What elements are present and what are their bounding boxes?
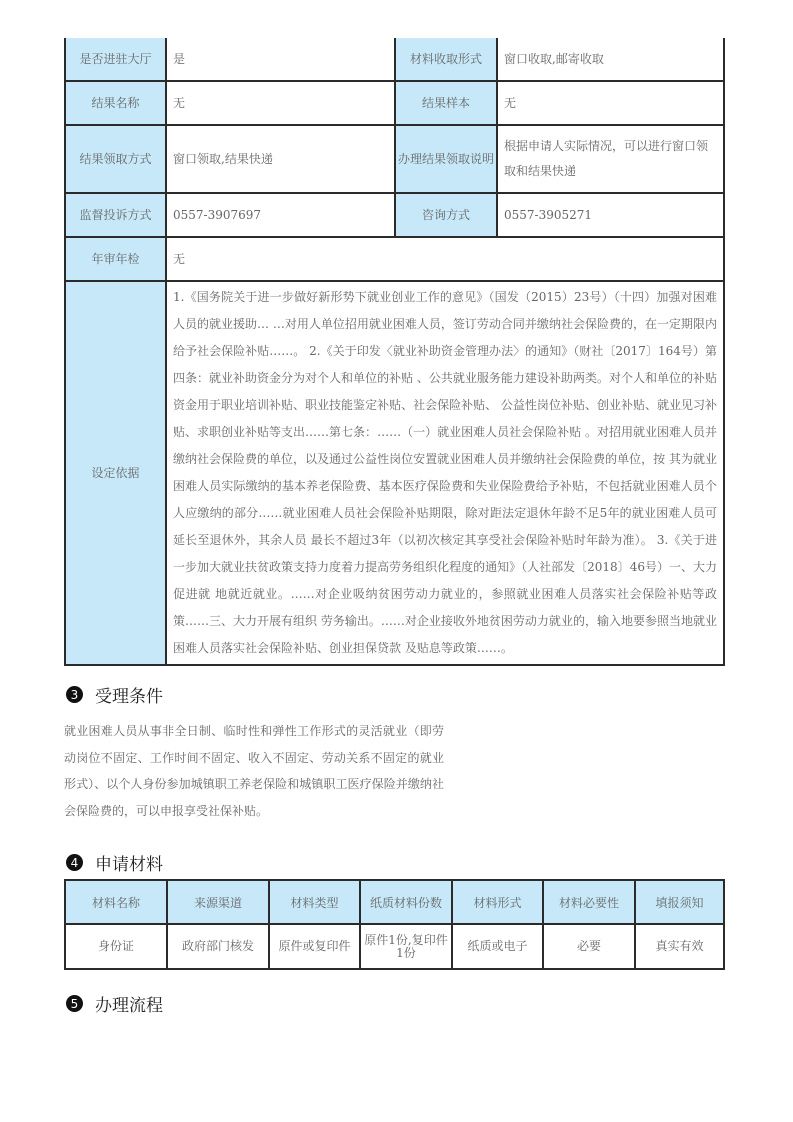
service-info-table (64, 38, 725, 666)
column-header: 材料必要性 (543, 880, 635, 924)
complaint-value: 0557-3907697 (166, 193, 395, 237)
material-copies: 原件1份,复印件1份 (360, 924, 452, 969)
section-title: 申请材料 (95, 855, 163, 875)
collect-value: 窗口收取,邮寄收取 (497, 38, 724, 81)
pickup-note-label: 办理结果领取说明 (395, 125, 497, 193)
annual-label: 年审年检 (65, 237, 166, 281)
number-3-icon: 3 (66, 686, 83, 703)
table-header-row (65, 880, 724, 924)
material-name: 身份证 (65, 924, 167, 969)
number-4-icon: 4 (66, 854, 83, 871)
section-title: 办理流程 (95, 996, 163, 1016)
consult-value: 0557-3905271 (497, 193, 724, 237)
column-header: 填报须知 (635, 880, 724, 924)
complaint-label: 监督投诉方式 (65, 193, 166, 237)
hall-value: 是 (166, 38, 395, 81)
column-header: 材料形式 (452, 880, 543, 924)
column-header: 纸质材料份数 (360, 880, 452, 924)
table-row (65, 237, 724, 281)
column-header: 材料名称 (65, 880, 167, 924)
basis-value: 1.《国务院关于进一步做好新形势下就业创业工作的意见》（国发（2015）23号）（十四）加强对困难人员的就业援助… …对用人单位招用就业困难人员，签订劳动合同并缴纳社会保险费的，在一定期限内给予社会保险补贴……。 2.《关于印发〈就业补助资金管理办法〉的通知》（财社〔2017〕164号）第四条：就业补助资金分为对个人和单位的补贴 、公共就业服务能力建设补助两类。对个人和单位的补贴资金用于职业培训补贴、职业技能鉴定补贴、社会保险补贴、 公益性岗位补贴、创业补贴、就业见习补贴、求职创业补贴等支出……第七条：……（一）就业困难人员社会保险补贴 。对招用就业困难人员并缴纳社会保险费的单位，以及通过公益性岗位安置就业困难人员并缴纳社会保险费的单位，按 其为就业困难人员实际缴纳的基本养老保险费、基本医疗保险费和失业保险费给予补贴，不包括就业困难人员个人应缴纳的部分……就业困难人员社会保险补贴期限，除对距法定退休年龄不足5年的就业困难人员可延长至退休外，其余人员 最长不超过3年（以初次核定其享受社会保险补贴时年龄为准）。 3.《关于进一步加大就业扶贫政策支持力度着力提高劳务组织化程度的通知》（人社部发〔2018〕46号）一、大力促进就 地就近就业。……对企业吸纳贫困劳动力就业的，参照就业困难人员落实社会保险补贴等政策……三、大力开展有组织 劳务输出。……对企业接收外地贫困劳动力就业的，输入地要参照当地就业困难人员落实社会保险补贴、创业担保贷款 及贴息等政策……。 (166, 281, 724, 665)
collect-label: 材料收取形式 (395, 38, 497, 81)
table-row (65, 38, 724, 81)
pickup-value: 窗口领取,结果快递 (166, 125, 395, 193)
annual-value: 无 (166, 237, 724, 281)
table-row (65, 193, 724, 237)
pickup-label: 结果领取方式 (65, 125, 166, 193)
column-header: 材料类型 (269, 880, 360, 924)
section-heading-process (66, 991, 163, 1016)
material-type: 原件或复印件 (269, 924, 360, 969)
table-row (65, 81, 724, 125)
table-row (65, 125, 724, 193)
materials-table (64, 879, 725, 970)
table-row (65, 924, 724, 969)
result-sample-value: 无 (497, 81, 724, 125)
result-name-value: 无 (166, 81, 395, 125)
material-notes: 真实有效 (635, 924, 724, 969)
column-header: 来源渠道 (167, 880, 269, 924)
material-source: 政府部门核发 (167, 924, 269, 969)
hall-label: 是否进驻大厅 (65, 38, 166, 81)
table-row (65, 281, 724, 665)
conditions-text: 就业困难人员从事非全日制、临时性和弹性工作形式的灵活就业（即劳动岗位不固定、工作时间不固定、收入不固定、劳动关系不固定的就业形式）、以个人身份参加城镇职工养老保险和城镇职工医疗保险并缴纳社会保险费的，可以申报享受社保补贴。 (64, 724, 444, 818)
pickup-note-value: 根据申请人实际情况，可以进行窗口领取和结果快递 (497, 125, 724, 193)
basis-label: 设定依据 (65, 281, 166, 665)
section-title: 受理条件 (95, 687, 163, 707)
result-sample-label: 结果样本 (395, 81, 497, 125)
result-name-label: 结果名称 (65, 81, 166, 125)
number-5-icon: 5 (66, 995, 83, 1012)
section-heading-conditions (66, 682, 163, 707)
consult-label: 咨询方式 (395, 193, 497, 237)
material-necessity: 必要 (543, 924, 635, 969)
material-form: 纸质或电子 (452, 924, 543, 969)
section-heading-materials (66, 850, 163, 875)
